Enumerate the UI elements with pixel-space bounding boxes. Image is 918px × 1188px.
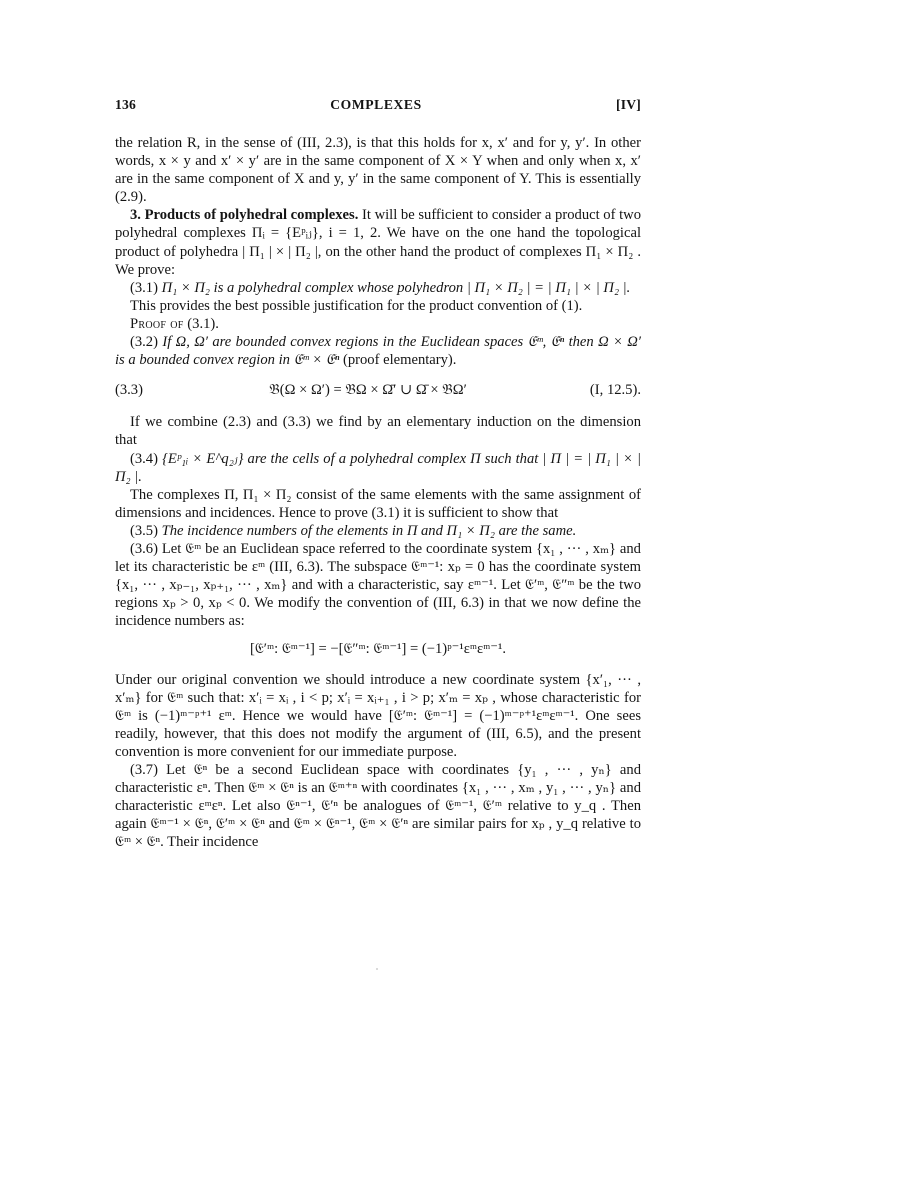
- statement-3-6: [115, 540, 641, 630]
- section-3-paragraph: [115, 206, 641, 278]
- statement-text: Let 𝔈ⁿ be a second Euclidean space with coordinates {y₁ , ··· , yₙ} and characteristic εⁿ. Then 𝔈ᵐ × 𝔈ⁿ is an 𝔈ᵐ⁺ⁿ with coordinates {x₁ , ··· , xₘ , y₁ , ··· , yₙ} and characteristic εᵐεⁿ. Let also 𝔈ⁿ⁻¹, 𝔈′ⁿ be analogues of 𝔈ᵐ⁻¹, 𝔈′ᵐ relative to y_q . Then again 𝔈ᵐ⁻¹ × 𝔈ⁿ, 𝔈′ᵐ × 𝔈ⁿ and 𝔈ᵐ × 𝔈ⁿ⁻¹, 𝔈ᵐ × 𝔈′ⁿ are similar pairs for xₚ , y_q relative to 𝔈ᵐ × 𝔈ⁿ. Their incidence: [115, 762, 641, 851]
- statement-text: {Eᵖ₁ᵢ × E^q₂ⱼ} are the cells of a polyhedral complex Π such that | Π | = | Π₁ | × | Π₂ |.: [115, 450, 641, 485]
- chapter-label: [IV]: [616, 97, 641, 112]
- statement-text: The incidence numbers of the elements in Π and Π₁ × Π₂ are the same.: [161, 522, 577, 539]
- statement-3-7: [115, 761, 641, 851]
- paragraph-justification: This provides the best possible justification for the product convention of (1).: [130, 297, 583, 314]
- section-3-text: It will be sufficient to consider a product of two polyhedral complexes Πᵢ = {Eᵖᵢⱼ}, i = 1, 2. We have on the one hand the topological product of polyhedra | Π₁ | × | Π₂ |, on the other hand the product of complexes Π₁ × Π₂ . We prove:: [115, 207, 641, 278]
- equation-label: (3.3): [115, 382, 143, 399]
- paragraph-component-relation: the relation R, in the sense of (III, 2.3), is that this holds for x, x′ and for y, y′. In other words, x × y and x′ × y′ are in the same component of X × Y when and only when x, x′ are in the same component of X and y, y′ in the same component of Y. This is essentially (2.9).: [115, 135, 641, 206]
- section-heading: 3. Products of polyhedral complexes.: [130, 207, 359, 224]
- statement-text: Π₁ × Π₂ is a polyhedral complex whose polyhedron | Π₁ × Π₂ | = | Π₁ | × | Π₂ |.: [161, 279, 631, 296]
- book-page: [115, 96, 641, 851]
- statement-3-2: [115, 333, 641, 369]
- incidence-equation: [𝔈′ᵐ: 𝔈ᵐ⁻¹] = −[𝔈″ᵐ: 𝔈ᵐ⁻¹] = (−1)ᵖ⁻¹εᵐεᵐ⁻¹.: [250, 641, 506, 658]
- equation-reference: (I, 12.5).: [589, 382, 641, 399]
- paragraph-original-convention: Under our original convention we should introduce a new coordinate system {x′₁, ··· , x′ₘ} for 𝔈ᵐ such that: x′ᵢ = xᵢ , i < p; x′ᵢ = xᵢ₊₁ , i > p; x′ₘ = xₚ , whose characteristic for 𝔈ᵐ is (−1)ᵐ⁻ᵖ⁺¹ εᵐ. Hence we would have [𝔈′ᵐ: 𝔈ᵐ⁻¹] = (−1)ᵐ⁻ᵖ⁺¹εᵐεᵐ⁻¹. One sees readily, however, that this does not modify the argument of (III, 6.5), and the present convention is more convenient for our immediate purpose.: [115, 671, 641, 760]
- equation-3-3: [115, 381, 641, 399]
- running-title: COMPLEXES: [330, 97, 422, 112]
- page-number: 136: [115, 97, 136, 112]
- statement-text: Let 𝔈ᵐ be an Euclidean space referred to the coordinate system {x₁ , ··· , xₘ} and let its characteristic be εᵐ (III, 6.3). The subspace 𝔈ᵐ⁻¹: xₚ = 0 has the coordinate system {x₁, ··· , xₚ₋₁, xₚ₊₁, ··· , xₘ} and with a characteristic, say εᵐ⁻¹. Let 𝔈′ᵐ, 𝔈″ᵐ be the two regions xₚ > 0, xₚ < 0. We modify the convention of (III, 6.3) in that we now define the incidence numbers as:: [115, 540, 641, 630]
- paragraph-combine: If we combine (2.3) and (3.3) we find by an elementary induction on the dimension that: [115, 414, 641, 449]
- statement-label: (3.7): [130, 762, 158, 778]
- proof-heading: [115, 315, 641, 333]
- statement-3-5: [115, 522, 641, 540]
- scan-speck: [376, 968, 378, 970]
- equation-body: 𝔅(Ω × Ω′) = 𝔅Ω × Ω̄′ ∪ Ω̄ × 𝔅Ω′: [269, 382, 467, 399]
- paragraph-complexes: The complexes Π, Π₁ × Π₂ consist of the same elements with the same assignment of dimensions and incidences. Hence to prove (3.1) it is sufficient to show that: [115, 486, 641, 521]
- statement-label: (3.1): [130, 279, 158, 296]
- running-head: [115, 96, 641, 118]
- proof-reference: (3.1).: [187, 315, 219, 332]
- statement-label: (3.5): [130, 522, 158, 539]
- statement-text: If Ω, Ω′ are bounded convex regions in the Euclidean spaces 𝔈ᵐ, 𝔈ⁿ then Ω × Ω′ is a bounded convex region in 𝔈ᵐ × 𝔈ⁿ: [115, 334, 641, 369]
- proof-label: Proof of: [130, 315, 184, 332]
- statement-label: (3.6): [130, 540, 158, 557]
- statement-3-4: [115, 450, 641, 486]
- statement-3-1: [115, 279, 641, 297]
- statement-note: (proof elementary).: [342, 352, 457, 369]
- statement-label: (3.4): [130, 450, 158, 467]
- statement-label: (3.2): [130, 334, 158, 351]
